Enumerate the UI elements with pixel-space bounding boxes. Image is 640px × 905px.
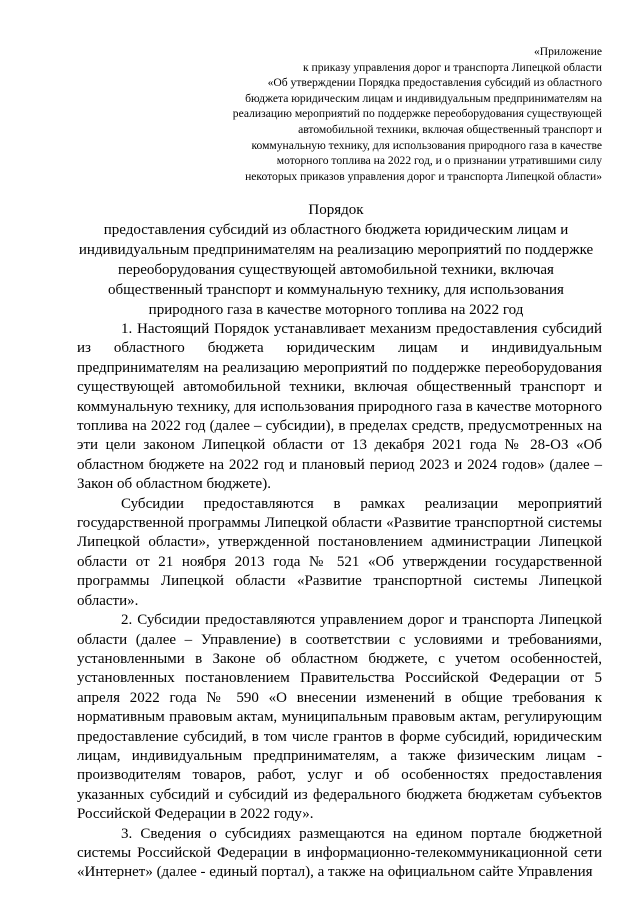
paragraph: Субсидии предоставляются в рамках реализации мероприятий государственной программы Липецкой области «Развитие транспортной системы Липецкой области», утвержденной постановлением администрации Липецкой области от 21 ноября 2013 года № 521 «Об утверждении государственной программы Липецкой области «Развитие транспортной системы Липецкой области».	[77, 495, 602, 609]
appendix-line: «Об утверждении Порядка предоставления субсидий из областного	[267, 76, 602, 90]
paragraph: 2. Субсидии предоставляются управлением дорог и транспорта Липецкой области (далее – Управление) в соответствии с условиями и требованиями, установленными в Законе об областном бюджете, с учетом особенностей, установленных постановлением Правительства Российской Федерации от 5 апреля 2022 года № 590 «О внесении изменений в общие требования к нормативным правовым актам, муниципальным правовым актам, регулирующим предоставление субсидий, в том числе грантов в форме субсидий, юридическим лицам, индивидуальным предпринимателям, а также физическим лицам - производителям товаров, работ, услуг и об особенностях предоставления указанных субсидий и субсидий из федерального бюджета бюджетам субъектов Российской Федерации в 2022 году».	[77, 612, 602, 823]
title-line: переоборудования существующей автомобильной техники, включая	[118, 262, 554, 278]
title-heading: Порядок	[308, 202, 364, 218]
paragraph: 1. Настоящий Порядок устанавливает механизм предоставления субсидий из областного бюджета юридическим лицам и индивидуальным предпринимателям на реализацию мероприятий по поддержке переоборудования существующей автомобильной техники, включая общественный транспорт и коммунальную технику, для использования природного газа в качестве моторного топлива на 2022 год (далее – субсидии), в пределах средств, предусмотренных на эти цели законом Липецкой области от 13 декабря 2021 года № 28-ОЗ «Об областном бюджете на 2022 год и плановый период 2023 и 2024 годов» (далее – Закон об областном бюджете).	[77, 321, 602, 493]
appendix-header	[150, 44, 602, 184]
document-body	[77, 320, 602, 883]
appendix-line: бюджета юридическим лицам и индивидуальным предпринимателям на	[245, 91, 602, 105]
appendix-line: «Приложение	[533, 45, 602, 58]
document-title	[70, 200, 602, 320]
title-line: общественный транспорт и коммунальную технику, для использования	[108, 282, 564, 298]
title-line: природного газа в качестве моторного топлива на 2022 год	[148, 302, 524, 318]
title-line: предоставления субсидий из областного бюджета юридическим лицам и	[103, 222, 569, 238]
appendix-line: автомобильной техники, включая общественный транспорт и	[298, 122, 602, 136]
paragraph: 3. Сведения о субсидиях размещаются на едином портале бюджетной системы Российской Федерации в информационно-телекоммуникационной сети «Интернет» (далее - единый портал), а также на официальном сайте Управления	[77, 825, 602, 881]
appendix-line: моторного топлива на 2022 год, и о признании утратившими силу	[276, 154, 602, 168]
appendix-line: реализацию мероприятий по поддержке переоборудования существующей	[232, 107, 602, 121]
appendix-line: к приказу управления дорог и транспорта Липецкой области	[303, 60, 602, 74]
title-line: индивидуальным предпринимателям на реализацию мероприятий по поддержке	[78, 242, 594, 258]
appendix-line: некоторых приказов управления дорог и транспорта Липецкой области»	[245, 169, 602, 183]
appendix-line: коммунальную технику, для использования природного газа в качестве	[251, 138, 602, 152]
